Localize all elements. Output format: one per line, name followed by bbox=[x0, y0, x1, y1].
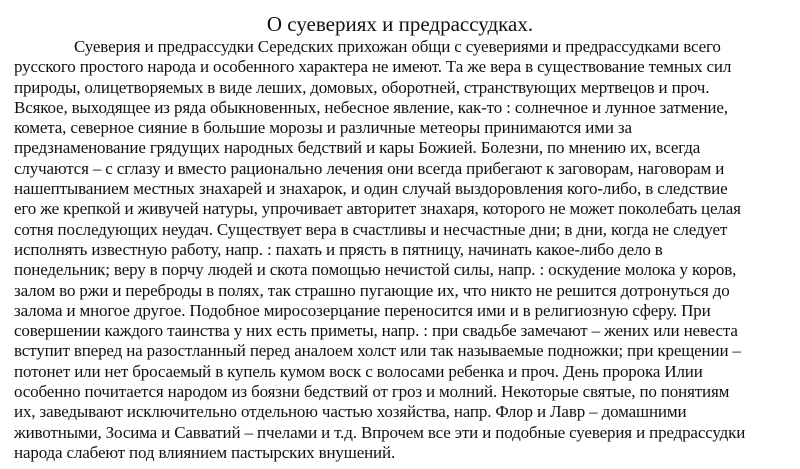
text-line: залома и многое другое. Подобное миросозерцание переносится ими и в религиозную сферу. При bbox=[14, 300, 711, 320]
text-line: вступит вперед на разостланный перед аналоем холст или так называемые подножки; при крещении – bbox=[14, 341, 741, 361]
text-line: русского простого народа и особенного характера не имеют. Та же вера в существование темных сил bbox=[14, 57, 732, 77]
text-line: нашептыванием местных знахарей и знахарок, и один случай выздоровления кого-либо, в следствие bbox=[14, 179, 728, 199]
text-line: исполнять известную работу, напр. : пахать и прясть в пятницу, начинать какое-либо дело в bbox=[14, 239, 663, 259]
text-line: животными, Зосима и Савватий – пчелами и т.д. Впрочем все эти и подобные суеверия и предрассудки bbox=[14, 422, 746, 442]
text-line: Всякое, выходящее из ряда обыкновенных, небесное явление, как-то : солнечное и лунное затмение, bbox=[14, 97, 728, 117]
text-line: природы, олицетворяемых в виде леших, домовых, оборотней, странствующих мертвецов и проч. bbox=[14, 77, 710, 97]
text-line: комета, северное сияние в большие морозы и различные метеоры принимаются ими за bbox=[14, 118, 632, 138]
text-line: его же крепкой и живучей натуры, упрочивает авторитет знахаря, которого не может поколебать целая bbox=[14, 199, 741, 219]
text-line: Суеверия и предрассудки Середских прихожан общи с суевериями и предрассудками всего bbox=[74, 37, 721, 56]
text-line: потонет или нет бросаемый в купель кумом воск с волосами ребенка и проч. День пророка Илии bbox=[14, 361, 703, 381]
text-line: их, заведывают исключительно отдельною частью хозяйства, напр. Флор и Лавр – домашними bbox=[14, 402, 687, 422]
text-line: совершении каждого таинства у них есть приметы, напр. : при свадьбе замечают – жених или невеста bbox=[14, 321, 738, 341]
document-title: О суевериях и предрассудках. bbox=[266, 12, 534, 36]
document-body bbox=[14, 37, 794, 463]
text-line: понедельник; веру в порчу людей и скота помощью нечистой силы, напр. : оскудение молока у коров, bbox=[14, 260, 737, 280]
text-line: залом во ржи и переброды в полях, так страшно пугающие их, что никто не решится дотронуться до bbox=[14, 280, 730, 300]
text-line: народа слабеют под влиянием пастырских внушений. bbox=[14, 442, 396, 462]
text-line: случаются – с сглазу и вместо рационально лечения они всегда прибегают к заговорам, наговорам и bbox=[14, 158, 725, 178]
text-line: сотня последующих неудач. Существует вера в счастливы и несчастные дни; в дни, когда не следует bbox=[14, 219, 728, 239]
text-line: предзнаменование грядущих народных бедствий и кары Божией. Болезни, по мнению их, всегда bbox=[14, 138, 701, 158]
text-line: особенно почитается народом из боязни бедствий от гроз и молний. Некоторые святые, по понятиям bbox=[14, 382, 730, 402]
